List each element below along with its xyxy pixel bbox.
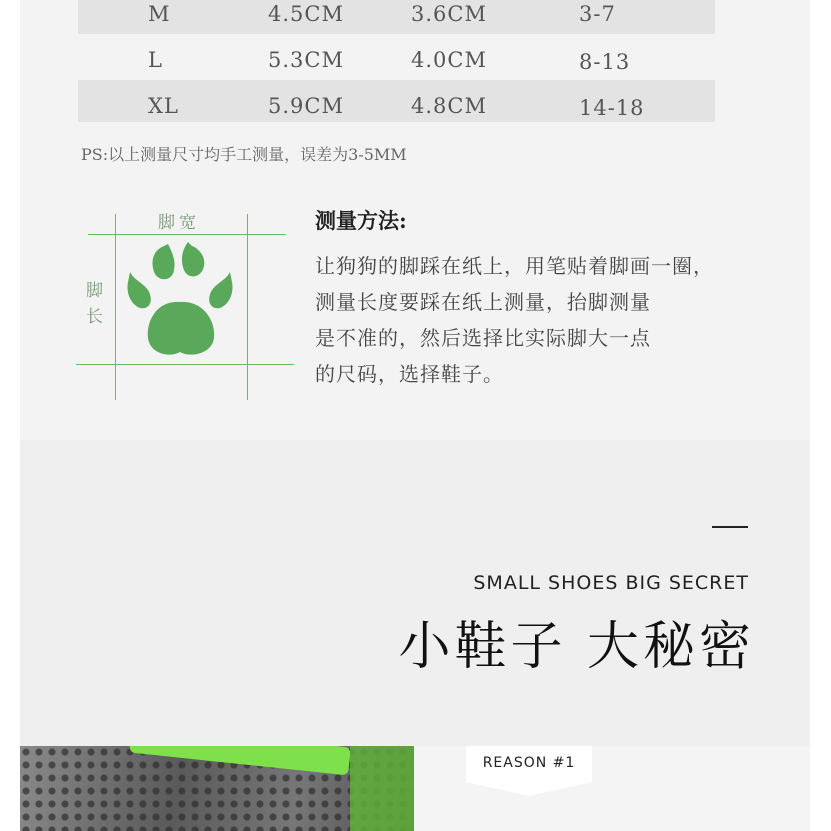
weight-cell: 8-13 (579, 50, 631, 74)
measurement-note: PS:以上测量尺寸均手工测量，误差为3-5MM (81, 145, 407, 164)
width-cell: 4.5CM (268, 2, 344, 26)
section-title: 小鞋子 大秘密 (398, 617, 755, 677)
method-text-line: 是不准的，然后选择比实际脚大一点 (315, 326, 651, 350)
foot-length-label: 长 (86, 307, 103, 327)
method-text-line: 的尺码，选择鞋子。 (315, 362, 504, 386)
reason-badge-tail (466, 782, 592, 796)
paw-print-icon (124, 242, 238, 358)
table-row (78, 46, 715, 88)
guide-line (115, 214, 116, 400)
title-dash (712, 526, 748, 528)
guide-line (88, 234, 286, 235)
length-cell: 4.8CM (411, 94, 487, 118)
section-subtitle: SMALL SHOES BIG SECRET (473, 572, 749, 594)
shoe-mesh-photo (20, 746, 414, 831)
width-cell: 5.9CM (268, 94, 344, 118)
foot-length-label: 脚 (86, 281, 103, 301)
table-row (78, 92, 715, 134)
size-cell: L (148, 48, 163, 72)
method-title: 测量方法: (315, 208, 407, 233)
size-cell: M (148, 2, 171, 26)
table-row (78, 0, 715, 42)
length-cell: 3.6CM (411, 2, 487, 26)
guide-line (247, 214, 248, 400)
foot-width-label: 脚宽 (158, 213, 200, 233)
weight-cell: 3-7 (579, 2, 616, 26)
method-text-line: 让狗狗的脚踩在纸上，用笔贴着脚画一圈， (315, 254, 714, 278)
size-cell: XL (148, 94, 179, 118)
width-cell: 5.3CM (268, 48, 344, 72)
method-text-line: 测量长度要踩在纸上测量，抬脚测量 (315, 290, 651, 314)
neon-trim (350, 746, 414, 831)
reason-badge: REASON #1 (466, 746, 592, 782)
paw-measure-diagram (76, 208, 296, 400)
length-cell: 4.0CM (411, 48, 487, 72)
guide-line (76, 364, 294, 365)
weight-cell: 14-18 (579, 96, 645, 120)
